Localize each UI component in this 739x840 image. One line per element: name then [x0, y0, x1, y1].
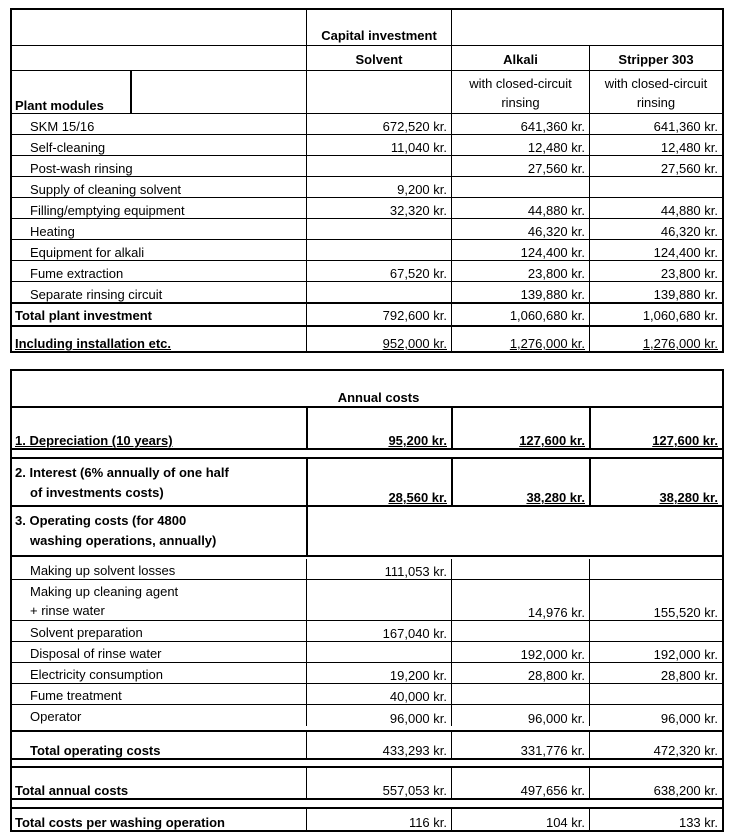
top-stripper: 472,320 kr.: [589, 732, 722, 758]
solvent-value: 19,200 kr.: [306, 663, 451, 683]
col-solvent: Solvent: [306, 46, 451, 70]
dep-stripper: 127,600 kr.: [589, 408, 722, 448]
pw-stripper: 133 kr.: [589, 809, 722, 830]
operating-head-label: [12, 507, 306, 555]
alkali-value: [451, 177, 589, 197]
alkali-subheader: [451, 71, 589, 114]
solvent-value: 111,053 kr.: [306, 559, 451, 579]
alkali-value: 641,360 kr.: [451, 114, 589, 134]
capital-row: [12, 135, 722, 156]
total-solvent: 792,600 kr.: [306, 304, 451, 325]
including-row: [12, 327, 722, 351]
stripper-value: [589, 621, 722, 641]
operating-row: [12, 684, 722, 705]
stripper-sub1: with closed-circuit: [604, 76, 708, 91]
alkali-value: 28,800 kr.: [451, 663, 589, 683]
alkali-value: [451, 621, 589, 641]
alkali-value: 44,880 kr.: [451, 198, 589, 218]
stripper-value: [589, 559, 722, 579]
blank-cell: [306, 71, 451, 114]
alkali-value: 192,000 kr.: [451, 642, 589, 662]
module-label: Equipment for alkali: [30, 245, 145, 260]
operating-label: [12, 621, 306, 641]
stripper-value: 139,880 kr.: [589, 282, 722, 302]
stripper-value: [589, 177, 722, 197]
alkali-value: 124,400 kr.: [451, 240, 589, 260]
operating-label: [12, 580, 306, 620]
operating-row: [12, 642, 722, 663]
per-wash-label: Total costs per washing operation: [15, 815, 225, 830]
module-label: Fume extraction: [30, 266, 124, 281]
annual-costs-table: [10, 369, 724, 832]
alkali-value: [451, 559, 589, 579]
stripper-value: 27,560 kr.: [589, 156, 722, 176]
solvent-value: 96,000 kr.: [306, 705, 451, 726]
solvent-value: 167,040 kr.: [306, 621, 451, 641]
op-head-2: washing operations, annually): [30, 533, 217, 548]
total-plant-row: [12, 302, 722, 327]
stripper-value: 28,800 kr.: [589, 663, 722, 683]
stripper-value: 44,880 kr.: [589, 198, 722, 218]
alkali-sub2: rinsing: [501, 95, 540, 110]
operating-label: [12, 663, 306, 683]
solvent-value: [306, 156, 451, 176]
operating-label: [12, 705, 306, 726]
operating-row: [12, 580, 722, 621]
capital-title-row: [12, 10, 722, 46]
stripper-value: 46,320 kr.: [589, 219, 722, 239]
total-op-label: Total operating costs: [30, 743, 161, 758]
pw-alkali: 104 kr.: [451, 809, 589, 830]
pw-solvent: 116 kr.: [306, 809, 451, 830]
total-stripper: 1,060,680 kr.: [589, 304, 722, 325]
blank-cell: [306, 507, 451, 555]
incl-alkali: 1,276,000 kr.: [451, 327, 589, 351]
stripper-value: 23,800 kr.: [589, 261, 722, 281]
operating-label-line: Operator: [30, 709, 82, 724]
operating-label-line: + rinse water: [30, 603, 105, 618]
solvent-value: [306, 580, 451, 620]
int-solvent: 28,560 kr.: [306, 459, 451, 505]
stripper-value: 96,000 kr.: [589, 705, 722, 726]
stripper-value: 12,480 kr.: [589, 135, 722, 155]
capital-investment-table: [10, 8, 724, 353]
ta-solvent: 557,053 kr.: [306, 768, 451, 798]
module-label: SKM 15/16: [30, 119, 95, 134]
alkali-value: 12,480 kr.: [451, 135, 589, 155]
solvent-value: [306, 642, 451, 662]
solvent-value: [306, 282, 451, 302]
incl-stripper: 1,276,000 kr.: [589, 327, 722, 351]
operating-label-line: Electricity consumption: [30, 667, 163, 682]
solvent-value: 11,040 kr.: [306, 135, 451, 155]
capital-row: [12, 198, 722, 219]
int-stripper: 38,280 kr.: [589, 459, 722, 505]
operating-label: [12, 642, 306, 662]
operating-row: [12, 663, 722, 684]
module-label: Filling/emptying equipment: [30, 203, 185, 218]
capital-subheader-row: [12, 71, 722, 114]
module-label: Separate rinsing circuit: [30, 287, 163, 302]
col-stripper: Stripper 303: [589, 46, 722, 70]
alkali-value: [451, 684, 589, 704]
stripper-sub2: rinsing: [636, 95, 676, 110]
capital-row: [12, 177, 722, 198]
per-wash-row: [12, 807, 722, 830]
dep-alkali: 127,600 kr.: [451, 408, 589, 448]
operating-row: [12, 621, 722, 642]
ta-stripper: 638,200 kr.: [589, 768, 722, 798]
operating-label-line: Disposal of rinse water: [30, 646, 162, 661]
capital-row: [12, 219, 722, 240]
total-annual-label: Total annual costs: [15, 783, 129, 798]
capital-row: [12, 156, 722, 177]
module-label: Self-cleaning: [30, 140, 106, 155]
solvent-value: 32,320 kr.: [306, 198, 451, 218]
depreciation-row: [12, 408, 722, 450]
solvent-value: 9,200 kr.: [306, 177, 451, 197]
module-label: Supply of cleaning solvent: [30, 182, 182, 197]
depreciation-label: 1. Depreciation (10 years): [15, 433, 173, 448]
stripper-value: 155,520 kr.: [589, 580, 722, 620]
operating-label: [12, 559, 306, 579]
total-plant-label: Total plant investment: [15, 308, 152, 323]
operating-label: [12, 684, 306, 704]
plant-modules-label: Plant modules: [15, 98, 104, 113]
operating-label-line: Solvent preparation: [30, 625, 143, 640]
alkali-value: 139,880 kr.: [451, 282, 589, 302]
alkali-value: 46,320 kr.: [451, 219, 589, 239]
capital-row: [12, 240, 722, 261]
int-alkali: 38,280 kr.: [451, 459, 589, 505]
solvent-value: 672,520 kr.: [306, 114, 451, 134]
capital-title: Capital investment: [306, 10, 451, 45]
alkali-value: 14,976 kr.: [451, 580, 589, 620]
operating-label-line: Making up solvent losses: [30, 563, 176, 578]
interest-row: [12, 457, 722, 507]
col-alkali: Alkali: [451, 46, 589, 70]
module-label: Heating: [30, 224, 75, 239]
ta-alkali: 497,656 kr.: [451, 768, 589, 798]
operating-row: [12, 559, 722, 580]
total-annual-row: [12, 766, 722, 800]
interest-label-2: of investments costs): [30, 485, 164, 500]
including-label: Including installation etc.: [15, 336, 172, 351]
module-label: Post-wash rinsing: [30, 161, 133, 176]
solvent-value: 40,000 kr.: [306, 684, 451, 704]
operating-head-row: [12, 507, 722, 557]
alkali-value: 96,000 kr.: [451, 705, 589, 726]
capital-row: [12, 261, 722, 282]
blank-cell: [130, 71, 306, 114]
dep-solvent: 95,200 kr.: [306, 408, 451, 448]
stripper-subheader: [589, 71, 722, 114]
alkali-value: 27,560 kr.: [451, 156, 589, 176]
stripper-value: 124,400 kr.: [589, 240, 722, 260]
stripper-value: 641,360 kr.: [589, 114, 722, 134]
capital-row: [12, 282, 722, 303]
op-head-1: 3. Operating costs (for 4800: [15, 513, 187, 528]
blank-cell: [451, 10, 589, 45]
solvent-value: [306, 240, 451, 260]
incl-solvent: 952,000 kr.: [306, 327, 451, 351]
solvent-value: [306, 219, 451, 239]
top-alkali: 331,776 kr.: [451, 732, 589, 758]
alkali-sub1: with closed-circuit: [469, 76, 572, 91]
operating-label-line: Making up cleaning agent: [30, 584, 179, 599]
alkali-value: 23,800 kr.: [451, 261, 589, 281]
annual-title: Annual costs: [337, 390, 420, 405]
stripper-value: 192,000 kr.: [589, 642, 722, 662]
total-alkali: 1,060,680 kr.: [451, 304, 589, 325]
interest-label-1: 2. Interest (6% annually of one half: [15, 465, 229, 480]
solvent-value: 67,520 kr.: [306, 261, 451, 281]
capital-col-header-row: [12, 46, 722, 71]
interest-label: [12, 459, 306, 505]
top-solvent: 433,293 kr.: [306, 732, 451, 758]
total-operating-row: [12, 730, 722, 760]
annual-title-row: [12, 371, 722, 408]
operating-row: [12, 705, 722, 726]
stripper-value: [589, 684, 722, 704]
capital-row: [12, 114, 722, 135]
operating-label-line: Fume treatment: [30, 688, 122, 703]
